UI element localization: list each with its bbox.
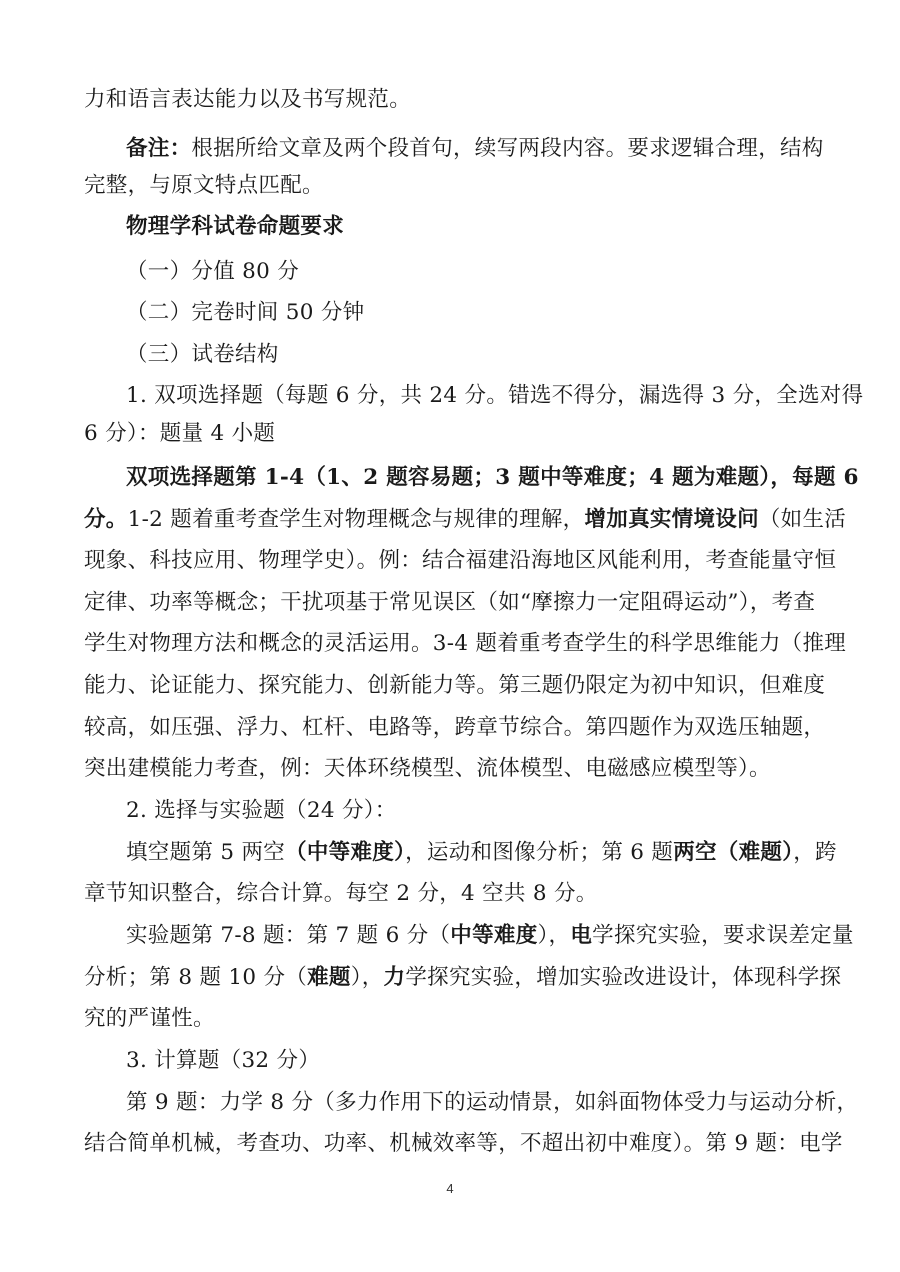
text-run: 6 分）：题量 4 小题: [84, 421, 276, 446]
text-run: 中等难度: [450, 923, 538, 948]
text-run: （三）试卷结构: [126, 342, 279, 367]
text-run: 分析；第 8 题 10 分（: [84, 965, 308, 990]
note-label: 备注：: [126, 136, 192, 161]
text-run: 填空题第 5 两空: [126, 840, 286, 865]
page-number: 4: [446, 1181, 454, 1196]
text-run: 完整，与原文特点匹配。: [84, 173, 324, 198]
text-run: 分。: [84, 507, 128, 532]
text-run: 学生对物理方法和概念的灵活运用。3-4 题着重考查学生的科学思维能力（推理: [84, 631, 847, 656]
text-line: [126, 1047, 866, 1075]
text-line: [126, 797, 866, 825]
text-line: [126, 135, 866, 163]
text-line: [84, 1130, 843, 1158]
text-run: 学探究实验，要求误差定量: [592, 923, 854, 948]
text-run: 实验题第 7-8 题：第 7 题 6 分（: [126, 923, 451, 948]
text-run: 第 9 题：力学 8 分（多力作用下的运动情景，如斜面物体受力与运动分析，: [126, 1090, 859, 1115]
text-line: [126, 341, 866, 369]
text-run: 电: [570, 923, 593, 948]
text-run: （二）完卷时间 50 分钟: [126, 300, 365, 325]
text-run: 究的严谨性。: [84, 1006, 215, 1031]
text-run: 突出建模能力考查，例：天体环绕模型、流体模型、电磁感应模型等）。: [84, 756, 771, 781]
text-run: 双项选择题第 1-4（1、2 题容易题；3 题中等难度；4 题为难题），每题 6: [126, 465, 859, 490]
text-line: [84, 714, 824, 742]
text-run: 增加真实情境设问: [584, 507, 759, 532]
text-run: 1. 双项选择题（每题 6 分，共 24 分。错选不得分，漏选得 3 分，全选对得: [126, 383, 864, 408]
text-line: [126, 299, 866, 327]
text-run: ，跨: [793, 840, 837, 865]
text-run: ），: [350, 965, 384, 990]
text-run: ，运动和图像分析；第 6 题: [405, 840, 674, 865]
text-line: [84, 630, 847, 658]
text-run: （中等难度）: [285, 840, 406, 865]
text-run: 能力、论证能力、探究能力、创新能力等。第三题仍限定为初中知识，但难度: [84, 673, 826, 698]
text-run: ），: [537, 923, 571, 948]
text-run: 3. 计算题（32 分）: [126, 1048, 321, 1073]
text-line: [84, 547, 837, 575]
text-run: 难题: [307, 965, 351, 990]
text-line: [84, 1005, 824, 1033]
text-line: [84, 880, 824, 908]
text-run: 较高，如压强、浮力、杠杆、电路等，跨章节综合。第四题作为双选压轴题，: [84, 715, 826, 740]
text-line: [126, 922, 866, 950]
text-run: 力: [383, 965, 406, 990]
text-line: [126, 1089, 866, 1117]
text-line: [84, 672, 824, 700]
text-run: 结合简单机械，考查功、功率、机械效率等，不超出初中难度）。第 9 题：电学: [84, 1131, 843, 1156]
text-run: 根据所给文章及两个段首句，续写两段内容。要求逻辑合理，结构: [191, 136, 824, 161]
text-run: 2. 选择与实验题（24 分）：: [126, 798, 397, 823]
text-run: 学探究实验，增加实验改进设计，体现科学探: [405, 965, 842, 990]
text-line: [84, 506, 847, 534]
text-line: [84, 86, 824, 114]
text-line: [84, 589, 824, 617]
section-heading: [126, 213, 866, 241]
text-run: 力和语言表达能力以及书写规范。: [84, 87, 412, 112]
text-line: [126, 464, 866, 492]
text-run: （如生活: [758, 507, 847, 532]
text-run: （一）分值 80 分: [126, 259, 300, 284]
text-line: [84, 964, 842, 992]
text-line: [126, 258, 866, 286]
text-run: 现象、科技应用、物理学史）。例：结合福建沿海地区风能利用，考查能量守恒: [84, 548, 837, 573]
text-run: 定律、功率等概念；干扰项基于常见误区（如“摩擦力一定阻碍运动”），考查: [84, 590, 816, 615]
text-line: [84, 755, 824, 783]
heading-text: 物理学科试卷命题要求: [126, 214, 345, 239]
text-line: [84, 420, 824, 448]
text-run: 1-2 题着重考查学生对物理概念与规律的理解，: [127, 507, 585, 532]
text-line: [126, 839, 866, 867]
text-run: 章节知识整合，综合计算。每空 2 分，4 空共 8 分。: [84, 881, 598, 906]
text-line: [84, 172, 824, 200]
text-line: [126, 382, 866, 410]
text-run: 两空（难题）: [673, 840, 794, 865]
